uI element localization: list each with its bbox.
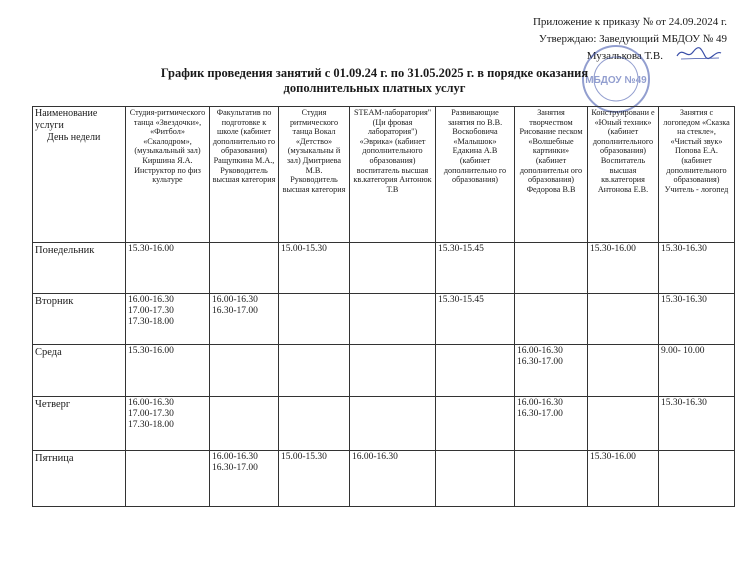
- schedule-cell: [436, 451, 515, 507]
- schedule-cell: [279, 397, 350, 451]
- director-name: Музалькова Т.В.: [586, 50, 663, 62]
- schedule-cell: 15.30-16.00: [126, 243, 210, 294]
- day-cell: Среда: [33, 345, 126, 397]
- title-line-2: дополнительных платных услуг: [283, 81, 466, 95]
- column-header: Занятия с логопедом «Сказка на стекле», «Чистый звук» Попова Е.А. (кабинет дополнительного образования) Учитель - логопед: [659, 107, 735, 243]
- schedule-cell: [515, 243, 588, 294]
- schedule-cell: 15.00-15.30: [279, 243, 350, 294]
- stamp-text: МБДОУ №49: [585, 75, 647, 86]
- approval-line: Утверждаю: Заведующий МБДОУ № 49: [538, 33, 727, 45]
- schedule-cell: [659, 451, 735, 507]
- schedule-cell: 15.30-16.00: [588, 451, 659, 507]
- schedule-cell: [436, 397, 515, 451]
- schedule-cell: 15.30-16.30: [659, 243, 735, 294]
- schedule-cell: [588, 345, 659, 397]
- schedule-cell: [279, 294, 350, 345]
- day-cell: Четверг: [33, 397, 126, 451]
- table-row: [33, 294, 735, 345]
- schedule-cell: [350, 397, 436, 451]
- order-appendix-line: Приложение к приказу № от 24.09.2024 г.: [532, 16, 727, 28]
- corner-day-label: День недели: [47, 132, 101, 143]
- column-header: Факультатив по подготовке к школе (кабинет дополнительно го образования) Ращупкина М.А., Руководитель высшая категория: [210, 107, 279, 243]
- schedule-cell: 16.00-16.30 16.30-17.00: [210, 294, 279, 345]
- day-cell: Понедельник: [33, 243, 126, 294]
- schedule-cell: [210, 345, 279, 397]
- column-header: Студия ритмического танца Вокал «Детство» (музыкальны й зал) Дмитриева М.В. Руководитель высшая категория: [279, 107, 350, 243]
- schedule-cell: [515, 294, 588, 345]
- schedule-cell: [588, 294, 659, 345]
- schedule-cell: 15.30-15.45: [436, 243, 515, 294]
- schedule-cell: 15.30-15.45: [436, 294, 515, 345]
- schedule-cell: 16.00-16.30: [350, 451, 436, 507]
- schedule-cell: [436, 345, 515, 397]
- column-header: Конструировани е «Юный техник» (кабинет дополнительного образования) Воспитатель высшая кв.категория Антонова Е.В.: [588, 107, 659, 243]
- column-header: STEAM-лаборатория"(Ци фровая лаборатория") «Эврика» (кабинет дополнительного образования) воспитатель высшая кв.категория Антонюк Т.В: [350, 107, 436, 243]
- table-row: [33, 243, 735, 294]
- title-line-1: График проведения занятий с 01.09.24 г. по 31.05.2025 г. в порядке оказания: [160, 66, 589, 80]
- table-header-row: [33, 107, 735, 243]
- schedule-cell: 16.00-16.30 17.00-17.30 17.30-18.00: [126, 294, 210, 345]
- schedule-cell: [588, 397, 659, 451]
- schedule-cell: [126, 451, 210, 507]
- schedule-cell: [210, 243, 279, 294]
- day-cell: Вторник: [33, 294, 126, 345]
- table-row: [33, 345, 735, 397]
- corner-service-label: Наименование услуги: [35, 108, 98, 131]
- schedule-cell: [279, 345, 350, 397]
- corner-header-cell: [33, 107, 126, 243]
- table-row: [33, 451, 735, 507]
- schedule-cell: 16.00-16.30 16.30-17.00: [515, 345, 588, 397]
- schedule-cell: [350, 345, 436, 397]
- schedule-cell: 9.00- 10.00: [659, 345, 735, 397]
- schedule-table: [32, 106, 735, 507]
- column-header: Студия-ритмического танца «Звездочки», «Фитбол» «Скалодром», (музыкальный зал) Киршина Я.А. Инструктор по физ культуре: [126, 107, 210, 243]
- schedule-cell: 16.00-16.30 16.30-17.00: [515, 397, 588, 451]
- schedule-cell: 15.30-16.30: [659, 294, 735, 345]
- schedule-cell: [350, 294, 436, 345]
- page-title: [0, 66, 749, 96]
- schedule-cell: [515, 451, 588, 507]
- schedule-cell: 16.00-16.30 17.00-17.30 17.30-18.00: [126, 397, 210, 451]
- schedule-cell: 15.30-16.00: [126, 345, 210, 397]
- schedule-cell: [210, 397, 279, 451]
- schedule-cell: 15.30-16.00: [588, 243, 659, 294]
- schedule-cell: 15.00-15.30: [279, 451, 350, 507]
- table-row: [33, 397, 735, 451]
- schedule-cell: [350, 243, 436, 294]
- schedule-cell: 16.00-16.30 16.30-17.00: [210, 451, 279, 507]
- signature: [675, 44, 723, 62]
- schedule-cell: 15.30-16.30: [659, 397, 735, 451]
- day-cell: Пятница: [33, 451, 126, 507]
- column-header: Развивающие занятия по В.В. Воскобовича «Малышок» Едакина А.В (кабинет дополнительно го образования): [436, 107, 515, 243]
- column-header: Занятия творчеством Рисование песком «Волшебные картинки» (кабинет дополнительн ого образования) Федорова В.В: [515, 107, 588, 243]
